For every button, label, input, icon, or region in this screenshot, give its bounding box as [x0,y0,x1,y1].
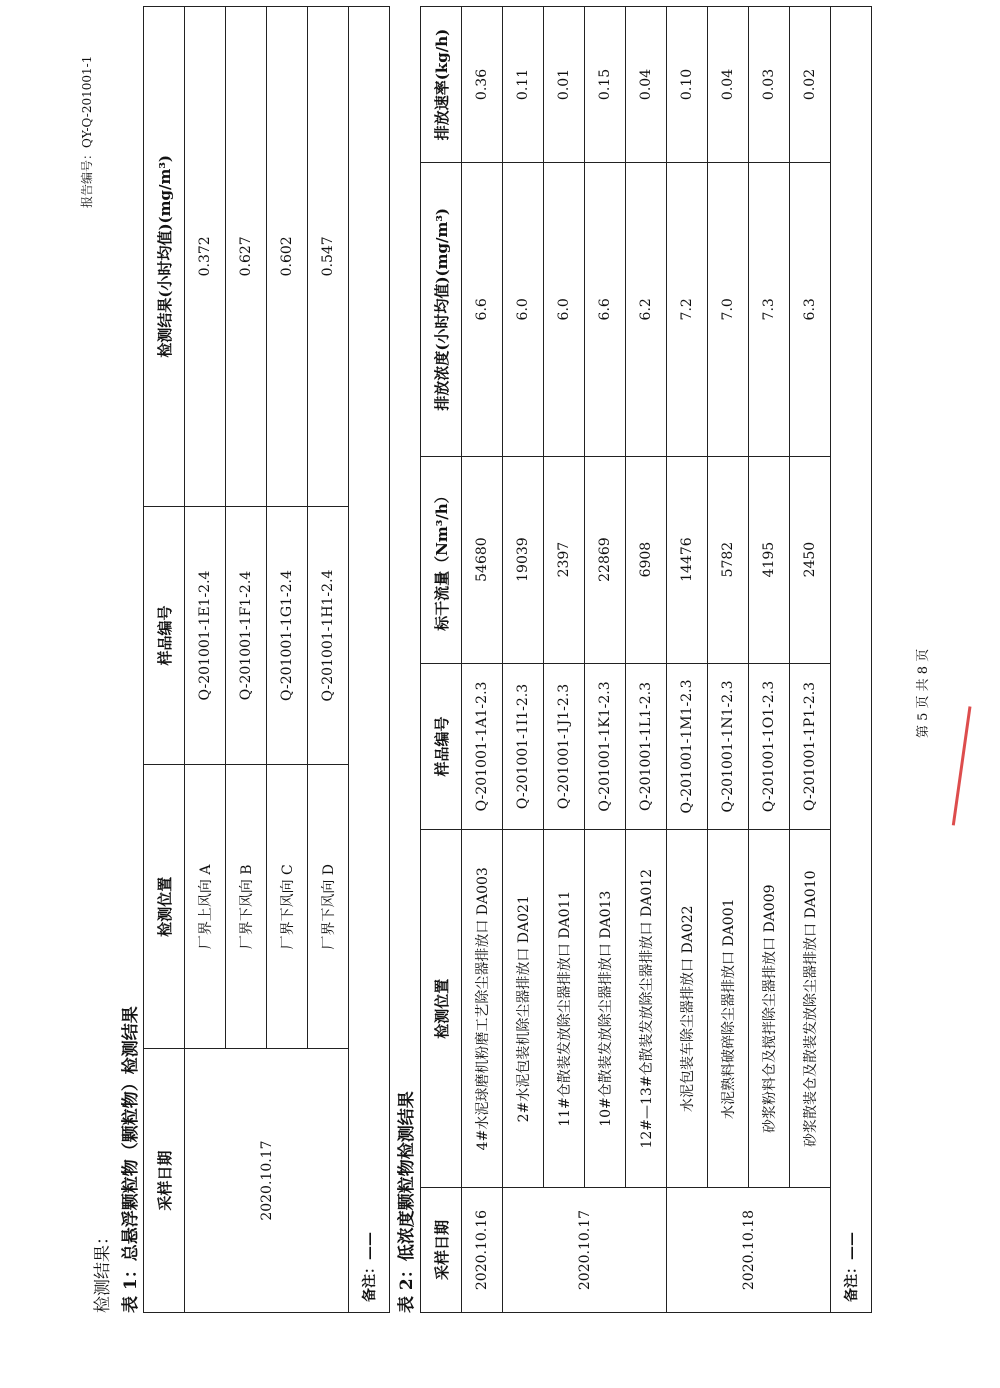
flow-cell: 5782 [708,456,749,663]
location-cell: 12#—13#仓散装发放除尘器排放口 DA012 [626,830,667,1188]
table2-header-concentration: 排放浓度(小时均值)(mg/m³) [421,162,462,456]
rate-cell: 0.04 [708,7,749,163]
table-row [667,7,708,1313]
table2-header-location: 检测位置 [421,830,462,1188]
table1-header-location: 检测位置 [144,765,185,1049]
flow-cell: 2450 [790,456,831,663]
page-footer: 第 5 页 共 8 页 [916,648,931,738]
flow-cell: 19039 [503,456,544,663]
location-cell: 水泥熟料破碎除尘器排放口 DA001 [708,830,749,1188]
table1-header-sample: 样品编号 [144,506,185,765]
table2 [420,6,872,1313]
location-cell: 11#仓散装发放除尘器排放口 DA011 [544,830,585,1188]
table-row [790,7,831,1313]
table2-header-sample: 样品编号 [421,663,462,830]
concentration-cell: 7.3 [749,162,790,456]
sample-cell: Q-201001-1I1-2.3 [503,663,544,830]
table1-header-row [144,7,185,1313]
rate-cell: 0.36 [462,7,503,163]
table-row [626,7,667,1313]
sample-cell: Q-201001-1K1-2.3 [585,663,626,830]
table2-header-rate: 排放速率(kg/h) [421,7,462,163]
rate-cell: 0.10 [667,7,708,163]
table1-date: 2020.10.17 [185,1049,349,1313]
flow-cell: 54680 [462,456,503,663]
sample-cell: Q-201001-1L1-2.3 [626,663,667,830]
table1-note: 备注：—— [349,7,390,1313]
rate-cell: 0.03 [749,7,790,163]
table2-header-flow: 标干流量（Nm³/h） [421,456,462,663]
table2-header-date: 采样日期 [421,1188,462,1313]
location-cell: 厂界上风向 A [185,765,226,1049]
sample-cell: Q-201001-1N1-2.3 [708,663,749,830]
table-row [749,7,790,1313]
concentration-cell: 7.2 [667,162,708,456]
flow-cell: 2397 [544,456,585,663]
rate-cell: 0.01 [544,7,585,163]
date-cell: 2020.10.17 [503,1188,667,1313]
table1-header-result: 检测结果(小时均值)(mg/m³) [144,7,185,507]
concentration-cell: 6.6 [462,162,503,456]
result-cell: 0.602 [267,7,308,507]
location-cell: 4#水泥球磨机粉磨工艺除尘器排放口 DA003 [462,830,503,1188]
table-row [708,7,749,1313]
table-row [185,7,226,1313]
table-row [544,7,585,1313]
concentration-cell: 6.3 [790,162,831,456]
sample-cell: Q-201001-1H1-2.4 [308,506,349,765]
sample-cell: Q-201001-1M1-2.3 [667,663,708,830]
table1-note-row [349,7,390,1313]
rate-cell: 0.04 [626,7,667,163]
table2-note-row [831,7,872,1313]
concentration-cell: 6.6 [585,162,626,456]
concentration-cell: 6.0 [503,162,544,456]
location-cell: 2#水泥包装机除尘器排放口 DA021 [503,830,544,1188]
date-cell: 2020.10.16 [462,1188,503,1313]
result-cell: 0.547 [308,7,349,507]
rate-cell: 0.11 [503,7,544,163]
sample-cell: Q-201001-1A1-2.3 [462,663,503,830]
rate-cell: 0.15 [585,7,626,163]
sample-cell: Q-201001-1G1-2.4 [267,506,308,765]
table2-header-row [421,7,462,1313]
date-cell: 2020.10.18 [667,1188,831,1313]
table2-title: 表 2：低浓度颗粒物检测结果 [397,1091,417,1313]
location-cell: 水泥包装车除尘器排放口 DA022 [667,830,708,1188]
table1 [143,6,390,1313]
section-title: 检测结果： [93,1228,113,1313]
report-number: 报告编号：QY-Q-201001-1 [80,55,94,208]
sample-cell: Q-201001-1E1-2.4 [185,506,226,765]
table2-note: 备注：—— [831,7,872,1313]
rate-cell: 0.02 [790,7,831,163]
concentration-cell: 6.2 [626,162,667,456]
sample-cell: Q-201001-1J1-2.3 [544,663,585,830]
location-cell: 厂界下风向 D [308,765,349,1049]
sample-cell: Q-201001-1P1-2.3 [790,663,831,830]
table1-header-date: 采样日期 [144,1049,185,1313]
location-cell: 厂界下风向 B [226,765,267,1049]
sample-cell: Q-201001-1F1-2.4 [226,506,267,765]
table-row [462,7,503,1313]
location-cell: 砂浆粉料仓及搅拌除尘器排放口 DA009 [749,830,790,1188]
result-cell: 0.627 [226,7,267,507]
table1-title: 表 1：总悬浮颗粒物（颗粒物）检测结果 [121,1006,141,1313]
table-row [585,7,626,1313]
flow-cell: 6908 [626,456,667,663]
result-cell: 0.372 [185,7,226,507]
location-cell: 砂浆散装仓及散装发放除尘器排放口 DA010 [790,830,831,1188]
concentration-cell: 7.0 [708,162,749,456]
sample-cell: Q-201001-1O1-2.3 [749,663,790,830]
flow-cell: 4195 [749,456,790,663]
location-cell: 厂界下风向 C [267,765,308,1049]
table-row [503,7,544,1313]
red-stamp-mark [952,706,1000,829]
concentration-cell: 6.0 [544,162,585,456]
flow-cell: 14476 [667,456,708,663]
location-cell: 10#仓散装发放除尘器排放口 DA013 [585,830,626,1188]
flow-cell: 22869 [585,456,626,663]
